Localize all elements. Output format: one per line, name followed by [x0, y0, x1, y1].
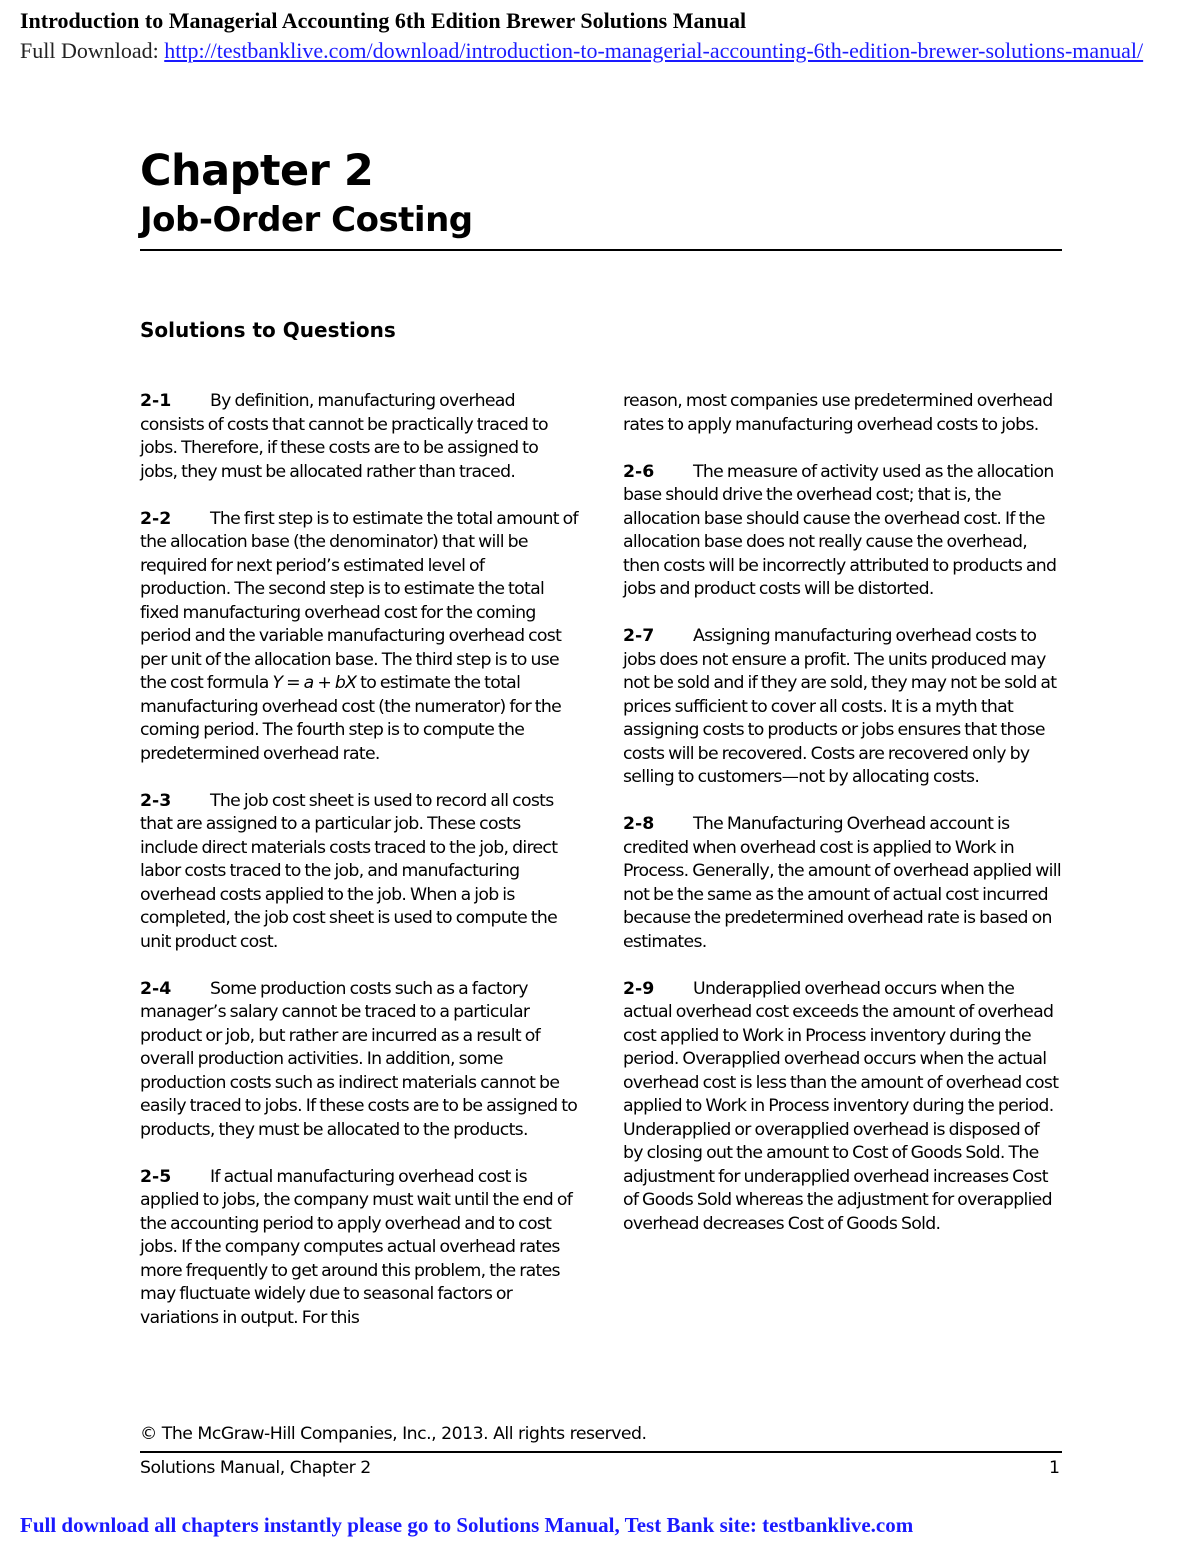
chapter-title: Job-Order Costing	[140, 200, 473, 240]
question-number: 2-1	[140, 391, 172, 411]
question-2-4	[140, 978, 578, 1143]
question-number: 2-8	[623, 814, 655, 834]
question-text: The Manufacturing Overhead account is credited when overhead cost is applied to Work in Process. Generally, the amount of overhead applied will not be the same as the amount of actual cost incurred because the predetermined overhead rate is based on estimates.	[623, 814, 1061, 952]
question-text: The measure of activity used as the allocation base should drive the overhead cost; that is, the allocation base should cause the overhead cost. If the allocation base does not really cause the overhead, then costs will be incorrectly attributed to products and jobs and product costs will be distorted.	[623, 461, 1057, 599]
question-2-7	[623, 625, 1061, 790]
question-text: Some production costs such as a factory manager’s salary cannot be traced to a particular product or job, but rather are incurred as a result of overall production activities. In addition, some production costs such as indirect materials cannot be easily traced to jobs. If these costs are to be assigned to products, they must be allocated to the products.	[140, 978, 578, 1140]
question-text: Underapplied overhead occurs when the actual overhead cost exceeds the amount of overhead cost applied to Work in Process inventory during the period. Overapplied overhead occurs when the actual overhead cost is less than the amount of overhead cost applied to Work in Process inventory during the period. Underapplied or overapplied overhead is disposed of by closing out the amount to Cost of Goods Sold. The adjustment for underapplied overhead increases Cost of Goods Sold whereas the adjustment for overapplied overhead decreases Cost of Goods Sold.	[623, 978, 1059, 1234]
download-link[interactable]: http://testbanklive.com/download/introduction-to-managerial-accounting-6th-edition-brewer-solutions-manual/	[164, 38, 1144, 63]
question-text: The first step is to estimate the total amount of the allocation base (the denominator) that will be required for next period’s estimated level of production. The second step is to estimate the total fixed manufacturing overhead cost for the coming period and the variable manufacturing overhead cost per unit of the allocation base. The third step is to use the cost formula	[140, 508, 578, 693]
question-2-1	[140, 390, 578, 484]
question-number: 2-6	[623, 461, 655, 482]
question-2-3	[140, 790, 578, 955]
question-number: 2-3	[140, 790, 172, 811]
question-text: Assigning manufacturing overhead costs to jobs does not ensure a profit. The units produced may not be sold and if they are sold, they may not be sold at prices sufficient to cover all costs. It is a myth that assigning costs to products or jobs ensures that those costs will be recovered. Costs are recovered only by selling to customers—not by allocating costs.	[623, 626, 1057, 787]
banner-download-line	[20, 38, 1143, 64]
footer-manual-label: Solutions Manual, Chapter 2	[140, 1458, 371, 1478]
chapter-number: Chapter 2	[140, 146, 374, 196]
question-text: The job cost sheet is used to record all costs that are assigned to a particular job. These costs include direct materials costs traced to the job, direct labor costs traced to the job, and manufacturing overhead costs applied to the job. When a job is completed, the job cost sheet is used to compute the unit product cost.	[140, 790, 558, 952]
copyright-notice: © The McGraw-Hill Companies, Inc., 2013. All rights reserved.	[140, 1424, 647, 1444]
question-2-5	[140, 1166, 578, 1331]
question-number: 2-2	[140, 508, 172, 529]
question-number: 2-5	[140, 1166, 172, 1187]
question-2-8	[623, 813, 1061, 954]
question-2-5-continued: reason, most companies use predetermined overhead rates to apply manufacturing overhead costs to jobs.	[623, 391, 1053, 435]
download-label: Full Download:	[20, 38, 165, 63]
right-column	[623, 390, 1061, 1260]
section-heading: Solutions to Questions	[140, 318, 396, 342]
question-number: 2-4	[140, 978, 172, 999]
bottom-download-banner[interactable]: Full download all chapters instantly please go to Solutions Manual, Test Bank site: testbanklive.com	[20, 1513, 914, 1537]
question-2-6	[623, 461, 1061, 602]
question-2-9	[623, 978, 1061, 1237]
question-text-continued: to estimate the total manufacturing overhead cost (the numerator) for the coming period. The fourth step is to compute the predetermined overhead rate.	[140, 673, 562, 764]
question-text: By definition, manufacturing overhead consists of costs that cannot be practically traced to jobs. Therefore, if these costs are to be assigned to jobs, they must be allocated rather than traced.	[140, 391, 548, 482]
question-number: 2-9	[623, 978, 655, 999]
left-column	[140, 390, 578, 1354]
footer-rule	[140, 1451, 1062, 1453]
question-number: 2-7	[623, 626, 655, 646]
banner-title: Introduction to Managerial Accounting 6th Edition Brewer Solutions Manual	[20, 8, 747, 33]
question-text: If actual manufacturing overhead cost is applied to jobs, the company must wait until the end of the accounting period to apply overhead and to cost jobs. If the company computes actual overhead rates more frequently to get around this problem, the rates may fluctuate widely due to seasonal factors or variations in output. For this	[140, 1166, 573, 1328]
title-rule	[140, 249, 1062, 251]
page-number: 1	[1049, 1458, 1060, 1478]
cost-formula: Y = a + bX	[272, 673, 357, 693]
question-2-2	[140, 508, 578, 767]
